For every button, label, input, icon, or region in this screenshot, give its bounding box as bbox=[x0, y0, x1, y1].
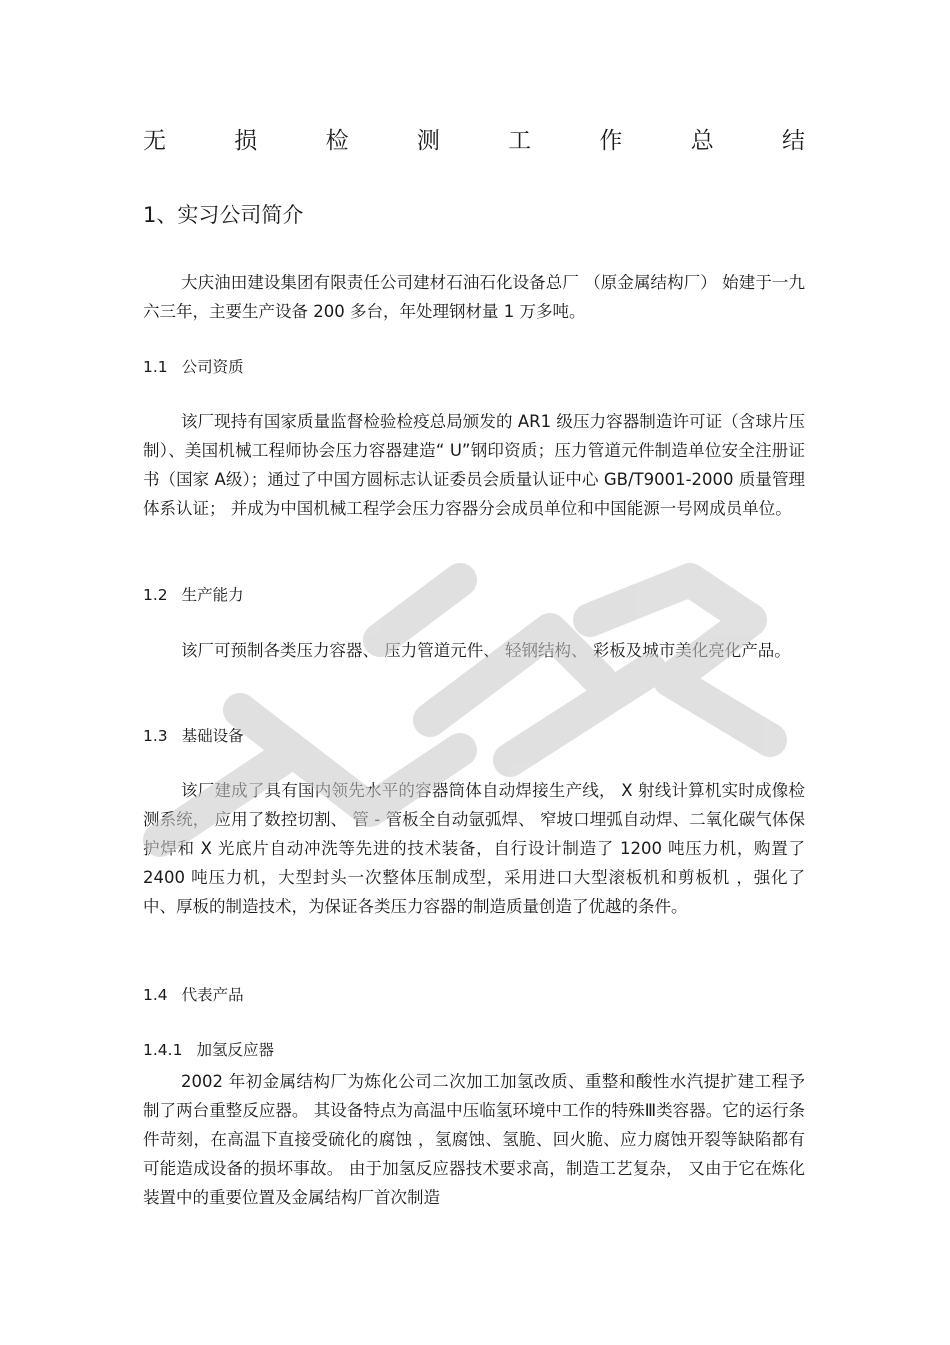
heading-text: 加氢反应器 bbox=[196, 1041, 274, 1059]
heading-number: 1.2 bbox=[143, 586, 168, 604]
heading-1-3 bbox=[143, 724, 244, 748]
heading-number: 1.1 bbox=[143, 358, 168, 376]
title-char: 检 bbox=[325, 128, 349, 154]
paragraph-1-4-1: 2002 年初金属结构厂为炼化公司二次加工加氢改质、重整和酸性水汽提扩建工程予制了两台重整反应器。 其设备特点为高温中压临氢环境中工作的特殊Ⅲ类容器。它的运行条件苛刻，在高温下直接受硫化的腐蚀 ，氢腐蚀、氢脆、回火脆、应力腐蚀开裂等缺陷都有可能造成设备的损坏事故。 由于加氢反应器技术要求高，制造工艺复杂， 又由于它在炼化装置中的重要位置及金属结构厂首次制造 bbox=[143, 1072, 805, 1207]
title-char: 作 bbox=[599, 128, 623, 154]
watermark-stroke bbox=[510, 670, 650, 760]
heading-number: 1.3 bbox=[143, 727, 168, 745]
section-heading-1: 1、实习公司简介 bbox=[143, 203, 304, 227]
paragraph-intro: 大庆油田建设集团有限责任公司建材石油石化设备总厂 （原金属结构厂） 始建于一九六三年，主要生产设备 200 多台，年处理钢材量 1 万多吨。 bbox=[143, 273, 805, 321]
paragraph-1-2: 该厂可预制各类压力容器、 压力管道元件、 轻钢结构、 彩板及城市美化亮化产品。 bbox=[181, 641, 791, 660]
heading-number: 1.4.1 bbox=[143, 1041, 183, 1059]
title-char: 工 bbox=[508, 128, 532, 154]
heading-number: 1.4 bbox=[143, 986, 168, 1004]
title-char: 损 bbox=[234, 128, 258, 154]
heading-1-2 bbox=[143, 583, 244, 607]
title-char: 总 bbox=[690, 128, 714, 154]
title-char: 测 bbox=[416, 128, 440, 154]
title-char: 结 bbox=[781, 128, 805, 154]
heading-text: 公司资质 bbox=[181, 358, 244, 376]
paragraph-1-3: 该厂建成了具有国内领先水平的容器筒体自动焊接生产线， X 射线计算机实时成像检测系统， 应用了数控切割、 管 - 管板全自动氩弧焊、 窄坡口埋弧自动焊、二氧化碳气体保护焊和 X 光底片自动冲洗等先进的技术装备，自行设计制造了 1200 吨压力机，购置了 2400 吨压力机，大型封头一次整体压制成型，采用进口大型滚板机和剪板机 ，强化了中、厚板的制造技术，为保证各类压力容器的制造质量创造了优越的条件。 bbox=[143, 781, 805, 916]
heading-1-4 bbox=[143, 983, 244, 1007]
heading-1-4-1 bbox=[143, 1038, 274, 1062]
heading-1-1 bbox=[143, 355, 244, 379]
watermark-stroke bbox=[380, 580, 460, 640]
heading-text: 代表产品 bbox=[181, 986, 244, 1004]
heading-text: 生产能力 bbox=[181, 586, 244, 604]
heading-text: 基础设备 bbox=[181, 727, 244, 745]
title-char: 无 bbox=[143, 128, 166, 154]
document-title bbox=[143, 126, 805, 156]
paragraph-1-1: 该厂现持有国家质量监督检验检疫总局颁发的 AR1 级压力容器制造许可证（含球片压制）、美国机械工程师协会压力容器建造“ U”钢印资质；压力管道元件制造单位安全注册证书（国家 A级）；通过了中国方圆标志认证委员会质量认证中心 GB/T9001-2000 质量管理体系认证； 并成为中国机械工程学会压力容器分会成员单位和中国能源一号网成员单位。 bbox=[143, 412, 805, 518]
